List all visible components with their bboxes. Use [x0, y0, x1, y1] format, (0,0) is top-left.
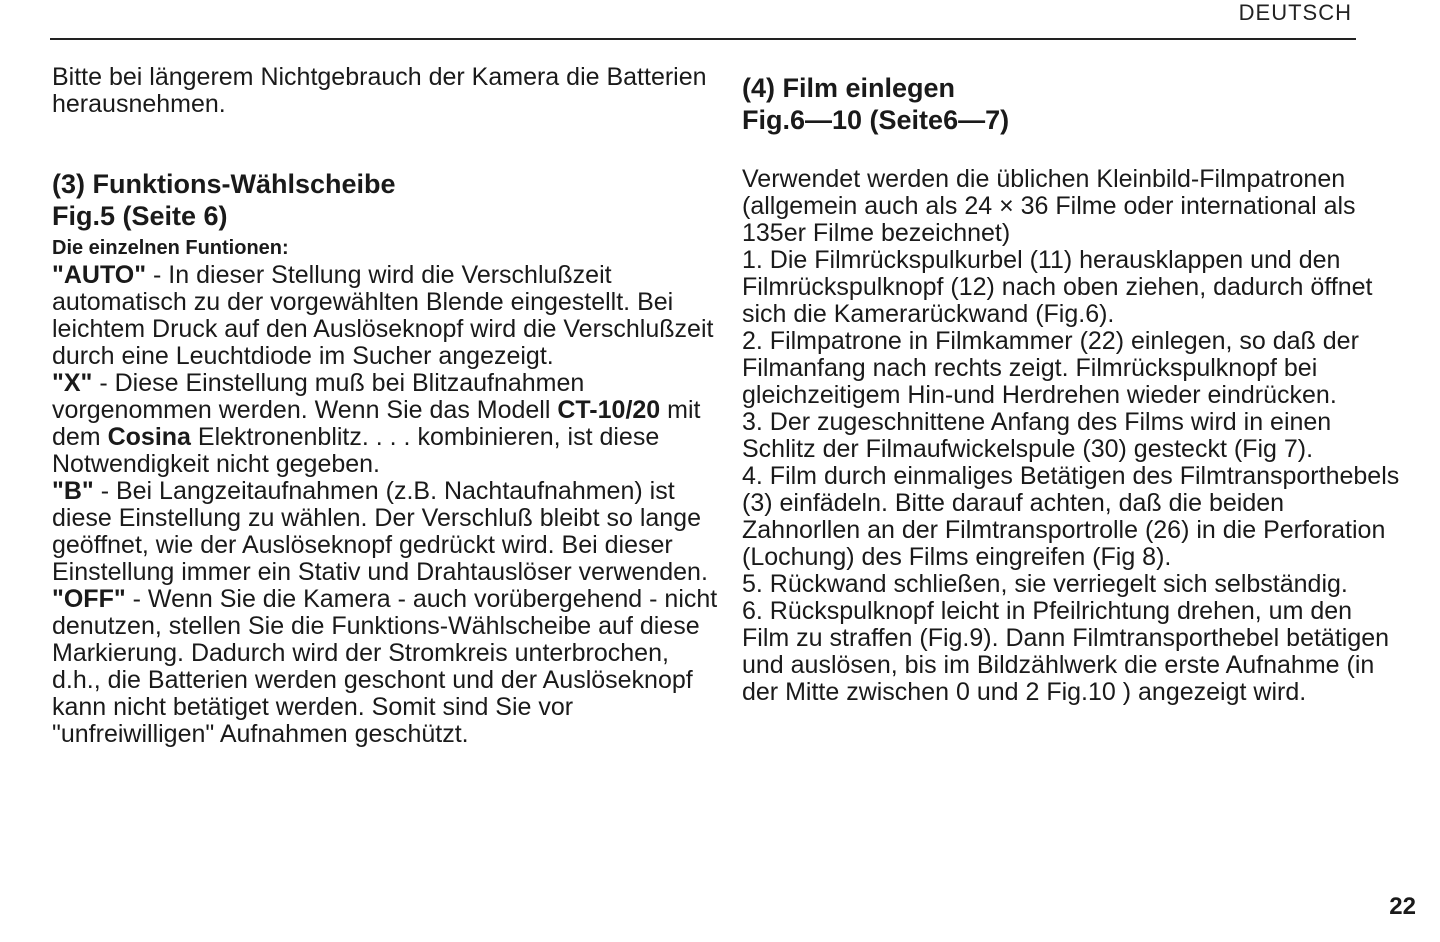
function-text-x: - Diese Einstellung muß bei Blitzaufnahmen vorgenommen werden. Wenn Sie das Modell — [52, 369, 585, 424]
function-x — [52, 370, 722, 478]
function-key-x: "X" — [52, 369, 93, 397]
section-figure-ref: Fig.5 (Seite 6) — [52, 201, 228, 231]
function-auto — [52, 262, 722, 370]
function-text-b: - Bei Langzeitaufnahmen (z.B. Nachtaufnahmen) ist diese Einstellung zu wählen. Der Verschluß bleibt so lange geöffnet, wie der Auslöseknopf gedrückt wird. Bei dieser Einstellung immer ein Stativ und Drahtauslöser verwenden. — [52, 477, 708, 586]
film-step-5: 5. Rückwand schließen, sie verriegelt sich selbständig. — [742, 570, 1348, 598]
functions-subheading: Die einzelnen Funtionen: — [52, 237, 289, 259]
language-label: DEUTSCH — [1238, 0, 1352, 25]
battery-note: Bitte bei längerem Nichtgebrauch der Kamera die Batterien herausnehmen. — [52, 63, 707, 118]
film-step-2: 2. Filmpatrone in Filmkammer (22) einlegen, so daß der Filmanfang nach rechts zeigt. Filmrückspulknopf bei gleichzeitigem Hin-und Herdrehen wieder eindrücken. — [742, 327, 1359, 409]
flash-tail: Elektronenblitz. . . . kombinieren, ist diese Notwendigkeit nicht gegeben. — [52, 423, 660, 478]
function-text-auto: - In dieser Stellung wird die Verschlußzeit automatisch zu der vorgewählten Blende eingestellt. Bei leichtem Druck auf den Auslöseknopf wird die Verschlußzeit durch eine Leuchtdiode im Sucher angezeigt. — [52, 261, 714, 370]
function-key-b: "B" — [52, 477, 94, 505]
page-number: 22 — [1389, 893, 1416, 920]
flash-mid: mit dem — [52, 396, 701, 451]
page-header — [50, 0, 1356, 40]
function-key-auto: "AUTO" — [52, 261, 147, 289]
function-b — [52, 478, 722, 586]
function-text-off: - Wenn Sie die Kamera - auch vorübergehend - nicht denutzen, stellen Sie die Funktions-Wählscheibe auf diese Markierung. Dadurch wird der Stromkreis unterbrochen, d.h., die Batterien werden geschont und der Auslöseknopf kann nicht betätiget werden. Somit sind Sie vor "unfreiwilligen" Aufnahmen geschützt. — [52, 585, 718, 748]
film-step-3: 3. Der zugeschnittene Anfang des Films wird in einen Schlitz der Filmaufwickelspule (30) gesteckt (Fig 7). — [742, 408, 1332, 463]
section-figure-ref-film: Fig.6—10 (Seite6—7) — [742, 105, 1010, 135]
flash-brand: Cosina — [107, 423, 191, 451]
film-step-6: 6. Rückspulknopf leicht in Pfeilrichtung drehen, um den Film zu straffen (Fig.9). Dann Filmtransporthebel betätigen und auslösen, bis im Bildzählwerk die erste Aufnahme (in der Mitte zwischen 0 und 2 Fig.10 ) angezeigt wird. — [742, 597, 1390, 706]
film-step-4: 4. Film durch einmaliges Betätigen des Filmtransporthebels (3) einfädeln. Bitte darauf achten, daß die beiden Zahnorllen an der Filmtransportrolle (26) in die Perforation (Lochung) des Films eingreifen (Fig 8). — [742, 462, 1400, 571]
section-title-film-loading: (4) Film einlegen — [742, 73, 956, 103]
function-off — [52, 586, 722, 748]
right-column — [742, 72, 1402, 706]
function-key-off: "OFF" — [52, 585, 126, 613]
section-title-function-dial: (3) Funktions-Wählscheibe — [52, 169, 396, 199]
left-column — [52, 64, 722, 748]
flash-model: CT-10/20 — [557, 396, 661, 424]
film-step-1: 1. Die Filmrückspulkurbel (11) herausklappen und den Filmrückspulknopf (12) nach oben ziehen, dadurch öffnet sich die Kamerarückwand (Fig.6). — [742, 246, 1373, 328]
film-intro: Verwendet werden die üblichen Kleinbild-Filmpatronen (allgemein auch als 24 × 36 Filme oder international als 135er Filme bezeichnet) — [742, 165, 1356, 247]
